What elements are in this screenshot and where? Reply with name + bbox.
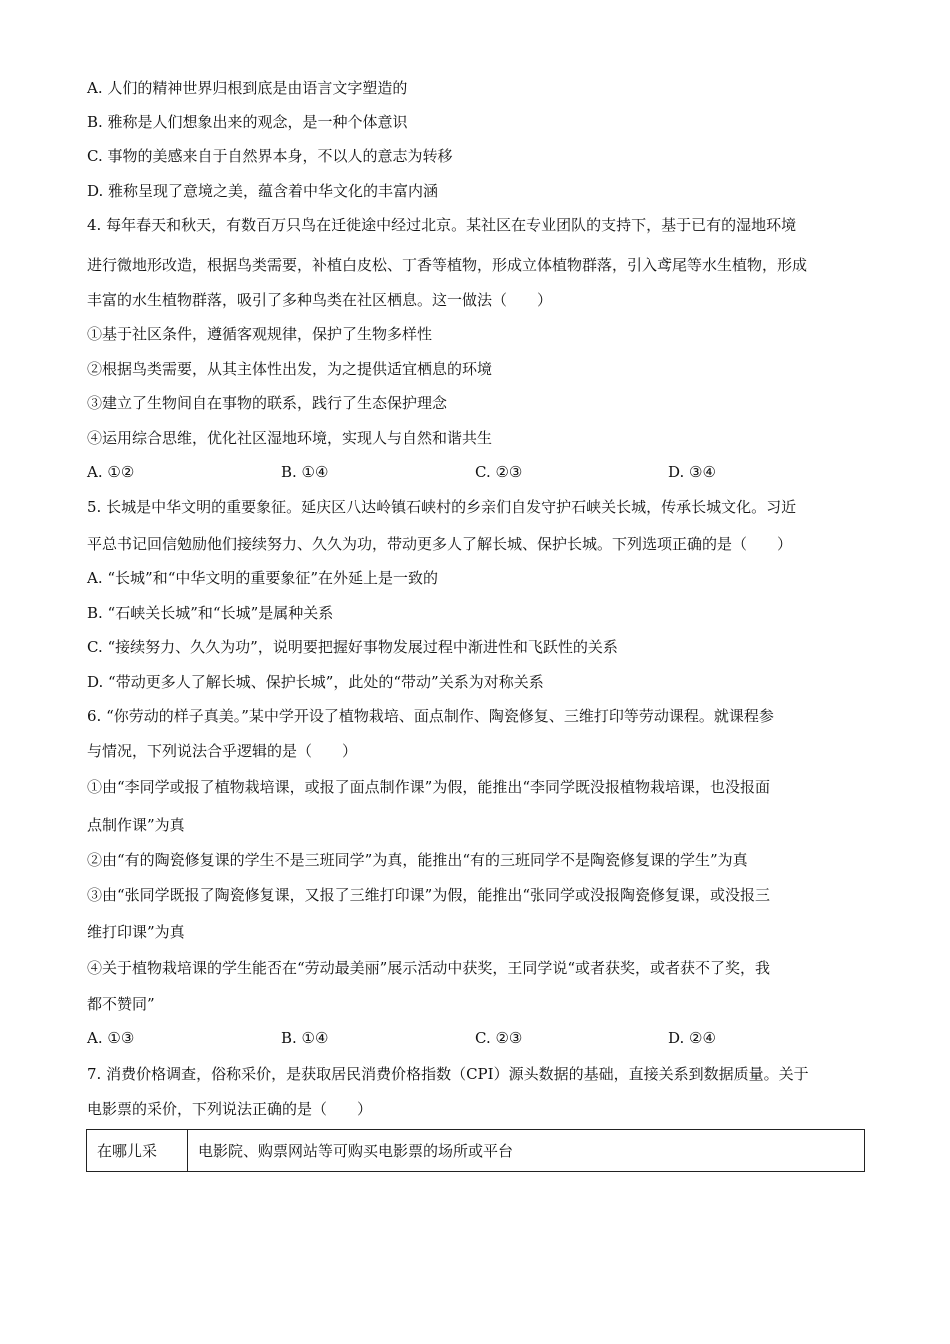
q4-option-b[interactable]: B. ①④	[281, 463, 329, 481]
q7-stem-line: 7. 消费价格调查，俗称采价，是获取居民消费价格指数（CPI）源头数据的基础，直接关系到数据质量。关于	[87, 1065, 809, 1083]
q6-statement-1-cont: 点制作课”为真	[87, 816, 185, 834]
q3-option-b: B. 雅称是人们想象出来的观念，是一种个体意识	[87, 113, 408, 131]
q5-stem-line: 平总书记回信勉励他们接续努力、久久为功，带动更多人了解长城、保护长城。下列选项正确的是（ ）	[87, 535, 793, 553]
q4-option-d[interactable]: D. ③④	[668, 463, 716, 481]
q4-stem-line: 进行微地形改造，根据鸟类需要，补植白皮松、丁香等植物，形成立体植物群落，引入鸢尾等水生植物，形成	[87, 256, 808, 274]
table-cell-label: 在哪儿采	[87, 1130, 188, 1172]
q4-statement-3: ③建立了生物间自在事物的联系，践行了生态保护理念	[87, 394, 448, 412]
q6-statement-4: ④关于植物栽培课的学生能否在“劳动最美丽”展示活动中获奖，王同学说“或者获奖，或者获不了奖，我	[87, 959, 771, 977]
q6-option-a[interactable]: A. ①③	[87, 1029, 135, 1047]
q7-info-table	[86, 1129, 865, 1172]
q6-stem-line: 与情况，下列说法合乎逻辑的是（ ）	[87, 742, 358, 760]
q6-statement-1: ①由“李同学或报了植物栽培课，或报了面点制作课”为假，能推出“李同学既没报植物栽培课，也没报面	[87, 778, 771, 796]
q6-statement-3-cont: 维打印课”为真	[87, 923, 185, 941]
table-cell-value: 电影院、购票网站等可购买电影票的场所或平台	[188, 1130, 865, 1172]
q6-stem-line: 6. “你劳动的样子真美。”某中学开设了植物栽培、面点制作、陶瓷修复、三维打印等劳动课程。就课程参	[87, 707, 774, 725]
q4-option-c[interactable]: C. ②③	[475, 463, 523, 481]
table-row	[87, 1130, 865, 1172]
q6-statement-4-cont: 都不赞同”	[87, 995, 155, 1013]
q5-stem-line: 5. 长城是中华文明的重要象征。延庆区八达岭镇石峡村的乡亲们自发守护石峡关长城，传承长城文化。习近	[87, 498, 797, 516]
q3-option-d: D. 雅称呈现了意境之美，蕴含着中华文化的丰富内涵	[87, 182, 439, 200]
q3-option-a: A. 人们的精神世界归根到底是由语言文字塑造的	[87, 79, 408, 97]
q6-statement-3: ③由“张同学既报了陶瓷修复课，又报了三维打印课”为假，能推出“张同学或没报陶瓷修复课，或没报三	[87, 886, 771, 904]
q6-statement-2: ②由“有的陶瓷修复课的学生不是三班同学”为真，能推出“有的三班同学不是陶瓷修复课的学生”为真	[87, 851, 748, 869]
q5-option-b[interactable]: B. “石峡关长城”和“长城”是属种关系	[87, 604, 334, 622]
q4-stem-line: 4. 每年春天和秋天，有数百万只鸟在迁徙途中经过北京。某社区在专业团队的支持下，基于已有的湿地环境	[87, 216, 797, 234]
q4-statement-1: ①基于社区条件，遵循客观规律，保护了生物多样性	[87, 325, 433, 343]
q7-stem-line: 电影票的采价，下列说法正确的是（ ）	[87, 1100, 373, 1118]
q6-option-b[interactable]: B. ①④	[281, 1029, 329, 1047]
q4-statement-4: ④运用综合思维，优化社区湿地环境，实现人与自然和谐共生	[87, 429, 493, 447]
q4-option-a[interactable]: A. ①②	[87, 463, 135, 481]
q4-statement-2: ②根据鸟类需要，从其主体性出发，为之提供适宜栖息的环境	[87, 360, 493, 378]
q4-stem-line: 丰富的水生植物群落，吸引了多种鸟类在社区栖息。这一做法（ ）	[87, 291, 553, 309]
q6-option-c[interactable]: C. ②③	[475, 1029, 523, 1047]
q3-option-c: C. 事物的美感来自于自然界本身，不以人的意志为转移	[87, 147, 453, 165]
q5-option-d[interactable]: D. “带动更多人了解长城、保护长城”，此处的“带动”关系为对称关系	[87, 673, 544, 691]
q5-option-a[interactable]: A. “长城”和“中华文明的重要象征”在外延上是一致的	[87, 569, 439, 587]
q6-option-d[interactable]: D. ②④	[668, 1029, 716, 1047]
q5-option-c[interactable]: C. “接续努力、久久为功”，说明要把握好事物发展过程中渐进性和飞跃性的关系	[87, 638, 618, 656]
